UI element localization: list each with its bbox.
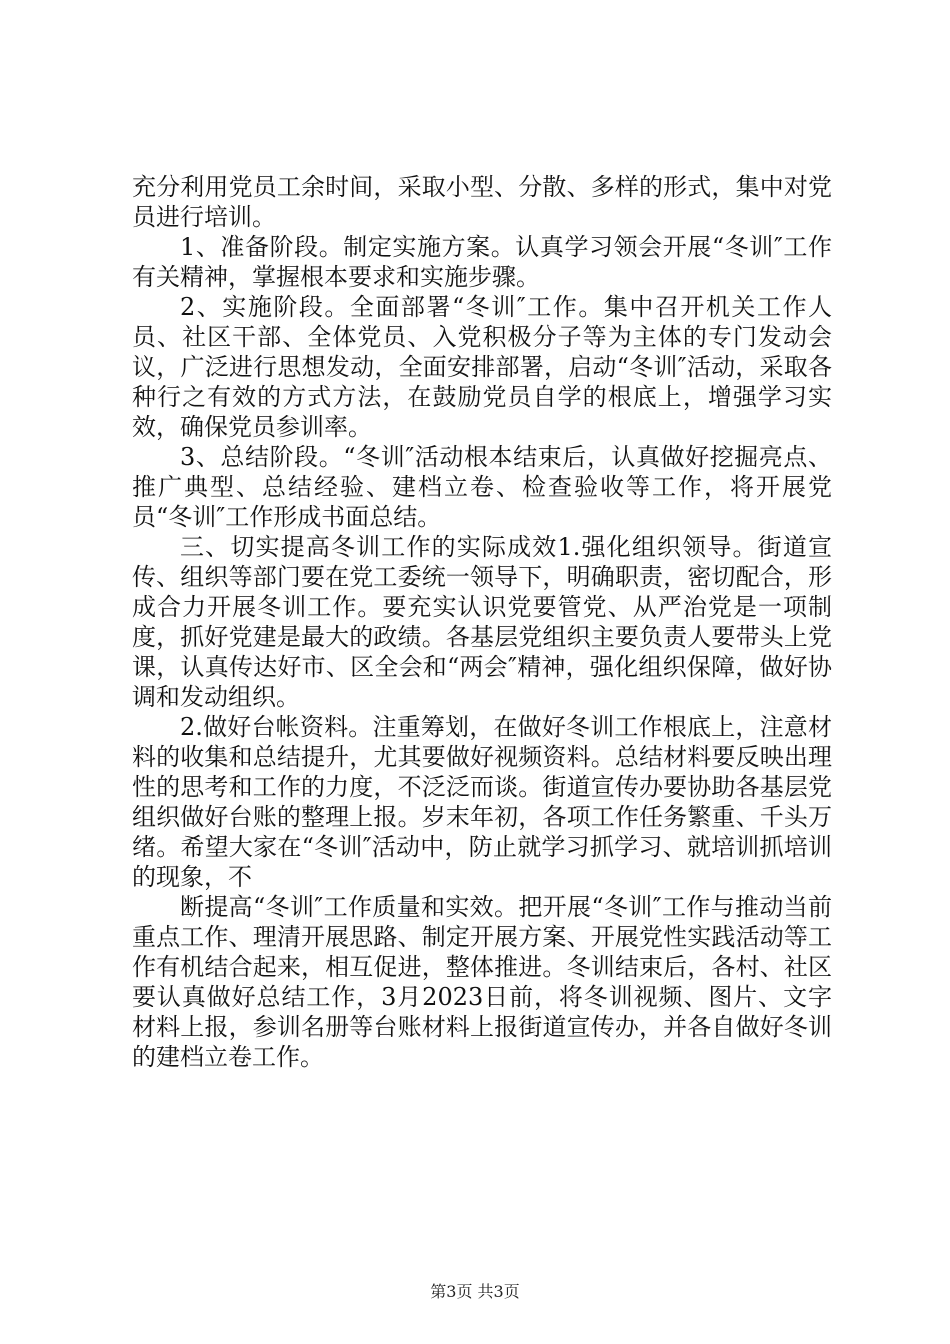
page-footer: 第3页 共3页 <box>430 1282 520 1301</box>
paragraph-7: 断提高“冬训″工作质量和实效。把开展“冬训″工作与推动当前重点工作、理清开展思路、制定开展方案、开展党性实践活动等工作有机结合起来，相互促进，整体推进。冬训结束后，各村、社区要认真做好总结工作，3月2023日前，将冬训视频、图片、文字材料上报，参训名册等台账材料上报街道宣传办，并各自做好冬训的建档立卷工作。 <box>132 893 832 1071</box>
paragraph-2: 1、准备阶段。制定实施方案。认真学习领会开展“冬训″工作有关精神，掌握根本要求和实施步骤。 <box>132 233 832 291</box>
paragraph-6: 2.做好台帐资料。注重筹划，在做好冬训工作根底上，注意材料的收集和总结提升，尤其要做好视频资料。总结材料要反映出理性的思考和工作的力度，不泛泛而谈。街道宣传办要协助各基层党组织做好台账的整理上报。岁末年初，各项工作任务繁重、千头万绪。希望大家在“冬训″活动中，防止就学习抓学习、就培训抓培训的现象，不 <box>132 713 832 891</box>
paragraph-4: 3、总结阶段。“冬训″活动根本结束后，认真做好挖掘亮点、推广典型、总结经验、建档立卷、检查验收等工作，将开展党员“冬训″工作形成书面总结。 <box>132 443 832 531</box>
paragraph-1: 充分利用党员工余时间，采取小型、分散、多样的形式，集中对党员进行培训。 <box>132 173 832 231</box>
paragraph-5: 三、切实提高冬训工作的实际成效1.强化组织领导。街道宣传、组织等部门要在党工委统一领导下，明确职责，密切配合，形成合力开展冬训工作。要充实认识党要管党、从严治党是一项制度，抓好党建是最大的政绩。各基层党组织主要负责人要带头上党课，认真传达好市、区全会和“两会″精神，强化组织保障，做好协调和发动组织。 <box>132 533 832 711</box>
paragraph-3: 2、实施阶段。全面部署“冬训″工作。集中召开机关工作人员、社区干部、全体党员、入党积极分子等为主体的专门发动会议，广泛进行思想发动，全面安排部署，启动“冬训″活动，采取各种行之有效的方式方法，在鼓励党员自学的根底上，增强学习实效，确保党员参训率。 <box>132 293 832 441</box>
document-body <box>132 172 832 1072</box>
